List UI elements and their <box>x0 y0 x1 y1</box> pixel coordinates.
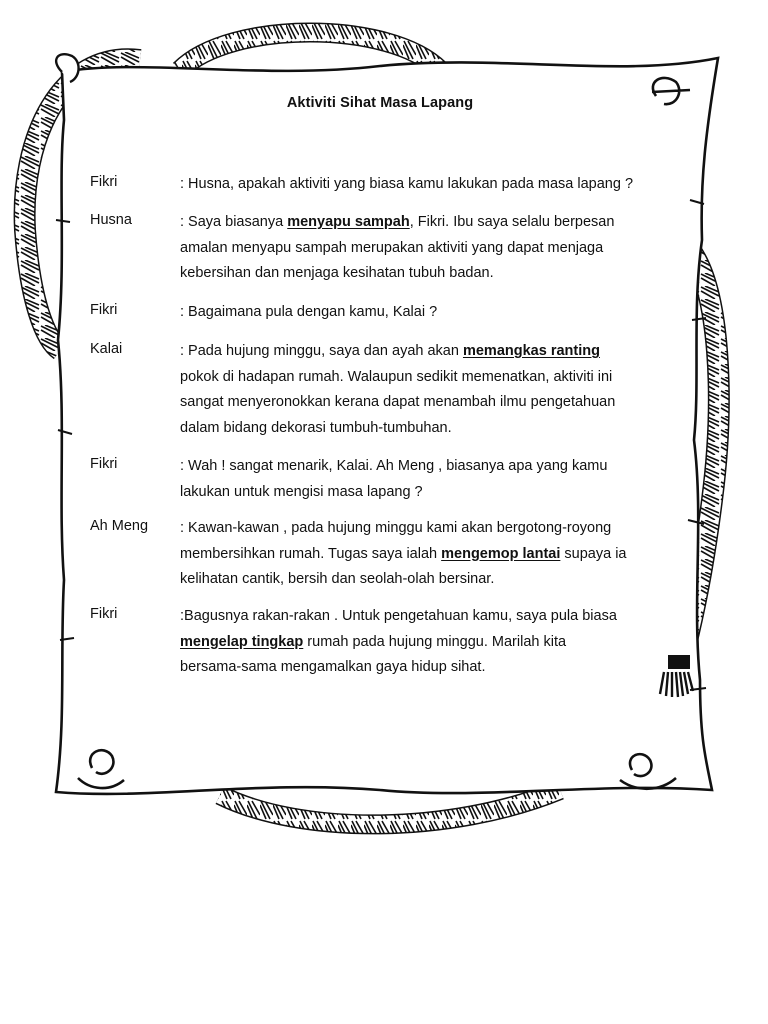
speech-segment: : Bagaimana pula dengan kamu, Kalai ? <box>180 304 438 320</box>
speech-line <box>180 416 685 442</box>
highlighted-activity: mengemop lantai <box>441 545 561 562</box>
speaker-name: Kalai <box>90 341 123 357</box>
speech-text <box>180 172 685 198</box>
highlighted-activity: menyapu sampah <box>287 214 410 230</box>
speech-segment: lakukan untuk mengisi masa lapang ? <box>180 483 423 500</box>
speech-line <box>180 604 685 630</box>
speech-line <box>180 339 685 365</box>
speech-line <box>180 365 685 391</box>
speech-segment: :Bagusnya rakan-rakan . Untuk pengetahuan kamu, saya pula biasa <box>180 608 617 624</box>
speech-text <box>180 300 685 326</box>
speech-segment: dalam bidang dekorasi tumbuh-tumbuhan. <box>180 419 452 436</box>
speech-segment: : Pada hujung minggu, saya dan ayah akan <box>180 343 463 359</box>
speaker-name: Fikri <box>90 302 118 318</box>
page-title: Aktiviti Sihat Masa Lapang <box>286 95 474 111</box>
speech-segment: kelihatan cantik, bersih dan seolah-olah bersinar. <box>180 571 495 587</box>
speech-line <box>180 630 685 656</box>
speech-line <box>180 261 685 287</box>
speech-line <box>180 300 685 326</box>
speech-line <box>180 454 685 480</box>
speech-line <box>180 390 685 416</box>
highlighted-activity: mengelap tingkap <box>180 633 304 650</box>
speech-line <box>180 567 685 593</box>
speech-line <box>180 542 685 568</box>
speaker-name: Fikri <box>90 174 118 190</box>
speech-segment: , Fikri. Ibu saya selalu berpesan <box>409 214 615 230</box>
speech-segment: sangat menyeronokkan kerana dapat menambah ilmu pengetahuan <box>180 394 616 410</box>
speaker-name: Ah Meng <box>90 518 149 534</box>
speech-line <box>180 480 685 506</box>
speech-line <box>180 210 685 236</box>
speech-segment: kebersihan dan menjaga kesihatan tubuh badan. <box>180 265 494 281</box>
highlighted-activity: memangkas ranting <box>462 343 600 359</box>
speech-text <box>180 516 685 593</box>
speech-text <box>180 604 685 681</box>
speech-segment: : Kawan-kawan , pada hujung minggu kami akan bergotong-royong <box>180 520 612 536</box>
speech-segment: membersihkan rumah. Tugas saya ialah <box>180 545 442 562</box>
speech-segment: : Saya biasanya <box>180 214 288 230</box>
speech-segment: supaya ia <box>560 545 627 562</box>
speech-line <box>180 655 685 681</box>
speaker-name: Husna <box>90 212 132 228</box>
speech-text <box>180 454 685 505</box>
speech-line <box>180 516 685 542</box>
speech-line <box>180 236 685 262</box>
speech-segment: amalan menyapu sampah merupakan aktiviti yang dapat menjaga <box>180 239 604 256</box>
speech-segment: : Husna, apakah aktiviti yang biasa kamu lakukan pada masa lapang ? <box>180 176 634 192</box>
speech-text <box>180 210 685 287</box>
speech-segment: rumah pada hujung minggu. Marilah kita <box>303 633 567 650</box>
speaker-name: Fikri <box>90 456 118 472</box>
speaker-name: Fikri <box>90 606 118 622</box>
speech-segment: : Wah ! sangat menarik, Kalai. Ah Meng , biasanya apa yang kamu <box>180 458 608 474</box>
speech-segment: bersama-sama mengamalkan gaya hidup sihat. <box>180 659 486 675</box>
speech-segment: pokok di hadapan rumah. Walaupun sedikit memenatkan, aktiviti ini <box>180 368 613 385</box>
speech-text <box>180 339 685 441</box>
speech-line <box>180 172 685 198</box>
